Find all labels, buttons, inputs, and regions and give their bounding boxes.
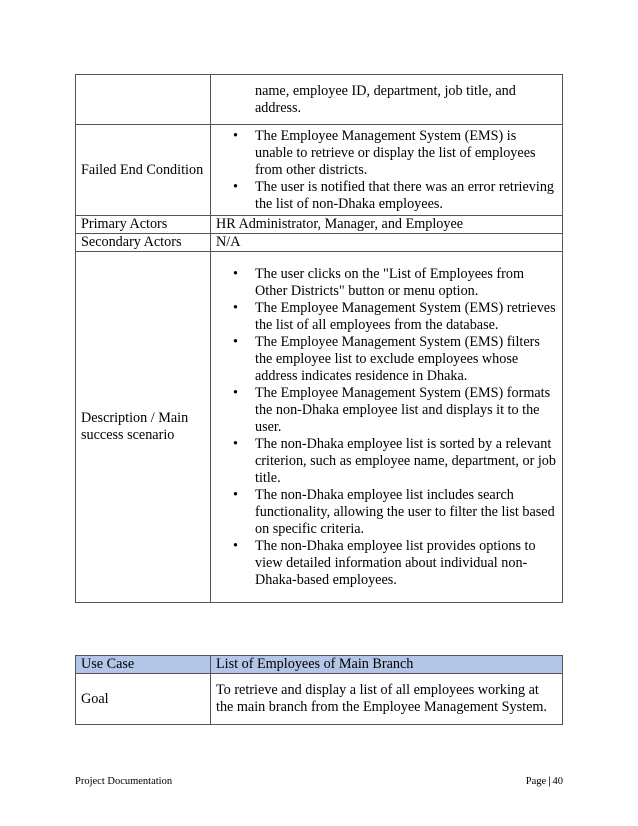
failed-end-condition-row xyxy=(76,125,563,216)
continuation-value-cell xyxy=(211,75,563,125)
goal-label: Goal xyxy=(76,674,211,725)
primary-actors-row xyxy=(76,216,563,234)
description-label: Description / Main success scenario xyxy=(76,252,211,603)
list-item: • The Employee Management System (EMS) formats the non-Dhaka employee list and displays it to the user. xyxy=(255,385,557,436)
continuation-text: name, employee ID, department, job title, and address. xyxy=(255,82,516,116)
use-case-label: Use Case xyxy=(76,656,211,674)
continuation-row xyxy=(76,75,563,125)
list-item: • The Employee Management System (EMS) retrieves the list of all employees from the database. xyxy=(255,300,557,334)
list-item: • The Employee Management System (EMS) is unable to retrieve or display the list of employees from other districts. xyxy=(255,128,557,179)
primary-actors-value: HR Administrator, Manager, and Employee xyxy=(211,216,563,234)
description-row xyxy=(76,252,563,603)
use-case-value: List of Employees of Main Branch xyxy=(211,656,563,674)
goal-value: To retrieve and display a list of all employees working at the main branch from the Employee Management System. xyxy=(211,674,563,725)
use-case-table-main-branch xyxy=(75,655,563,725)
failed-end-condition-value xyxy=(211,125,563,216)
list-item: • The Employee Management System (EMS) filters the employee list to exclude employees whose address indicates residence in Dhaka. xyxy=(255,334,557,385)
footer-page-number xyxy=(526,776,563,787)
failed-end-condition-list xyxy=(216,128,557,213)
continuation-label-cell xyxy=(76,75,211,125)
use-case-table-continued xyxy=(75,74,563,603)
secondary-actors-value: N/A xyxy=(211,234,563,252)
secondary-actors-row xyxy=(76,234,563,252)
primary-actors-label: Primary Actors xyxy=(76,216,211,234)
footer-document-title: Project Documentation xyxy=(75,776,173,787)
list-item: • The non-Dhaka employee list includes search functionality, allowing the user to filter the list based on specific criteria. xyxy=(255,487,557,538)
list-item: • The user is notified that there was an error retrieving the list of non-Dhaka employees. xyxy=(255,179,557,213)
list-item: • The user clicks on the "List of Employees from Other Districts" button or menu option. xyxy=(255,266,557,300)
secondary-actors-label: Secondary Actors xyxy=(76,234,211,252)
list-item: • The non-Dhaka employee list provides options to view detailed information about individual non-Dhaka-based employees. xyxy=(255,538,557,589)
use-case-row xyxy=(76,656,563,674)
page-separator: | xyxy=(548,776,551,787)
description-value xyxy=(211,252,563,603)
description-list xyxy=(216,266,557,589)
list-item: • The non-Dhaka employee list is sorted by a relevant criterion, such as employee name, department, or job title. xyxy=(255,436,557,487)
goal-row xyxy=(76,674,563,725)
page-label: Page xyxy=(525,776,547,787)
page-number: 40 xyxy=(552,776,563,787)
failed-end-condition-label: Failed End Condition xyxy=(76,125,211,216)
